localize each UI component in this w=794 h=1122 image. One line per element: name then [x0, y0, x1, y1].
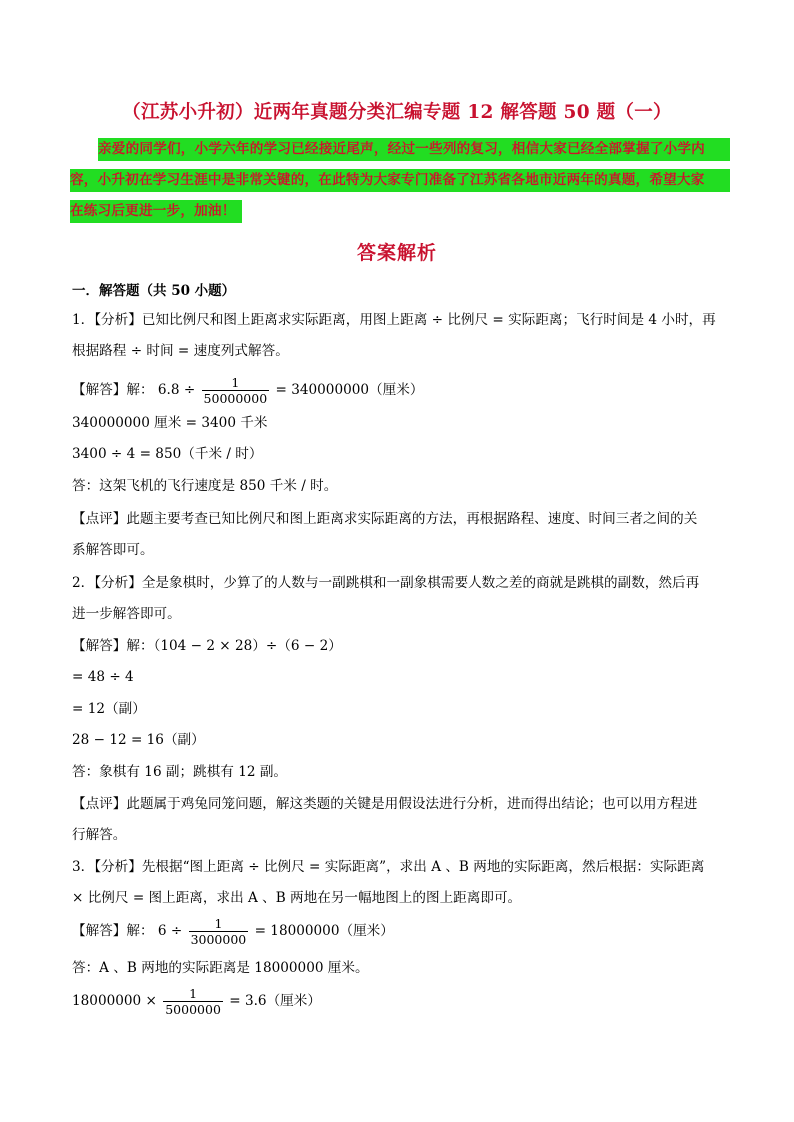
- p1-solution-prefix: 【解答】解： 6.8 ÷: [72, 382, 196, 398]
- p1-fraction-denominator: 50000000: [203, 391, 268, 406]
- p2-analysis-line-1: 2．【分析】全是象棋时，少算了的人数与一副跳棋和一副象棋需要人数之差的商就是跳棋的副数，然后再: [72, 575, 700, 591]
- p2-comment-line-2: 行解答。: [72, 827, 127, 843]
- document-title: （江苏小升初）近两年真题分类汇编专题 12 解答题 50 题（一）: [122, 102, 672, 123]
- p3-fraction-numerator: 1: [214, 916, 223, 931]
- p1-analysis-line-1: 1．【分析】已知比例尺和图上距离求实际距离，用图上距离 ÷ 比例尺 = 实际距离；飞行时间是 4 小时，再: [72, 312, 716, 328]
- p1-analysis-line-2: 根据路程 ÷ 时间 = 速度列式解答。: [72, 343, 289, 359]
- p1-comment-line-2: 系解答即可。: [72, 542, 154, 558]
- p1-solution: [72, 373, 423, 407]
- answer-section-title: 答案解析: [356, 242, 437, 264]
- p3-solution-suffix: = 18000000（厘米）: [254, 923, 394, 939]
- p1-step-b: 3400 ÷ 4 = 850（千米 / 时）: [72, 446, 263, 462]
- p3-solution: [72, 914, 394, 948]
- p1-answer: 答：这架飞机的飞行速度是 850 千米 / 时。: [72, 478, 338, 494]
- p3-fraction: [189, 916, 249, 947]
- p1-comment-line-1: 【点评】此题主要考查已知比例尺和图上距离求实际距离的方法，再根据路程、速度、时间三者之间的关: [72, 511, 698, 527]
- p2-comment-line-1: 【点评】此题属于鸡兔同笼问题，解这类题的关键是用假设法进行分析，进而得出结论；也可以用方程进: [72, 796, 698, 812]
- p3-calc-fraction-numerator: 1: [189, 986, 198, 1001]
- p3-analysis-line-1: 3．【分析】先根据“图上距离 ÷ 比例尺 = 实际距离”，求出 A 、B 两地的实际距离，然后根据：实际距离: [72, 859, 705, 875]
- p2-solution: 【解答】解：（104 − 2 × 28）÷（6 − 2）: [72, 638, 342, 654]
- p2-step-1: = 48 ÷ 4: [72, 669, 134, 685]
- p3-calculation: [72, 984, 321, 1018]
- p1-solution-suffix: = 340000000（厘米）: [275, 382, 424, 398]
- p2-answer: 答：象棋有 16 副；跳棋有 12 副。: [72, 764, 288, 780]
- p3-analysis-line-2: × 比例尺 = 图上距离，求出 A 、B 两地在另一幅地图上的图上距离即可。: [72, 890, 522, 906]
- intro-line-2: 容，小升初在学习生涯中是非常关键的，在此特为大家专门准备了江苏省各地市近两年的真题，希望大家: [70, 169, 730, 192]
- p1-step-a: 340000000 厘米 = 3400 千米: [72, 415, 268, 431]
- p3-fraction-denominator: 3000000: [190, 932, 247, 947]
- p1-fraction: [202, 375, 270, 406]
- p2-step-3: 28 − 12 = 16（副）: [72, 732, 205, 748]
- p3-calc-prefix: 18000000 ×: [72, 993, 157, 1009]
- p3-calc-fraction-denominator: 5000000: [165, 1002, 221, 1017]
- p2-step-2: = 12（副）: [72, 701, 146, 717]
- p2-analysis-line-2: 进一步解答即可。: [72, 606, 181, 622]
- intro-line-1: 亲爱的同学们，小学六年的学习已经接近尾声，经过一些列的复习，相信大家已经全部掌握了小学内: [98, 138, 730, 161]
- p3-calc-fraction: [163, 986, 223, 1017]
- p1-fraction-numerator: 1: [231, 375, 240, 390]
- p3-answer: 答：A 、B 两地的实际距离是 18000000 厘米。: [72, 960, 369, 976]
- section-heading: 一．解答题（共 50 小题）: [72, 283, 236, 299]
- p3-solution-prefix: 【解答】解： 6 ÷: [72, 923, 183, 939]
- intro-line-3: 在练习后更进一步，加油！: [70, 200, 242, 223]
- p3-calc-suffix: = 3.6（厘米）: [229, 993, 321, 1009]
